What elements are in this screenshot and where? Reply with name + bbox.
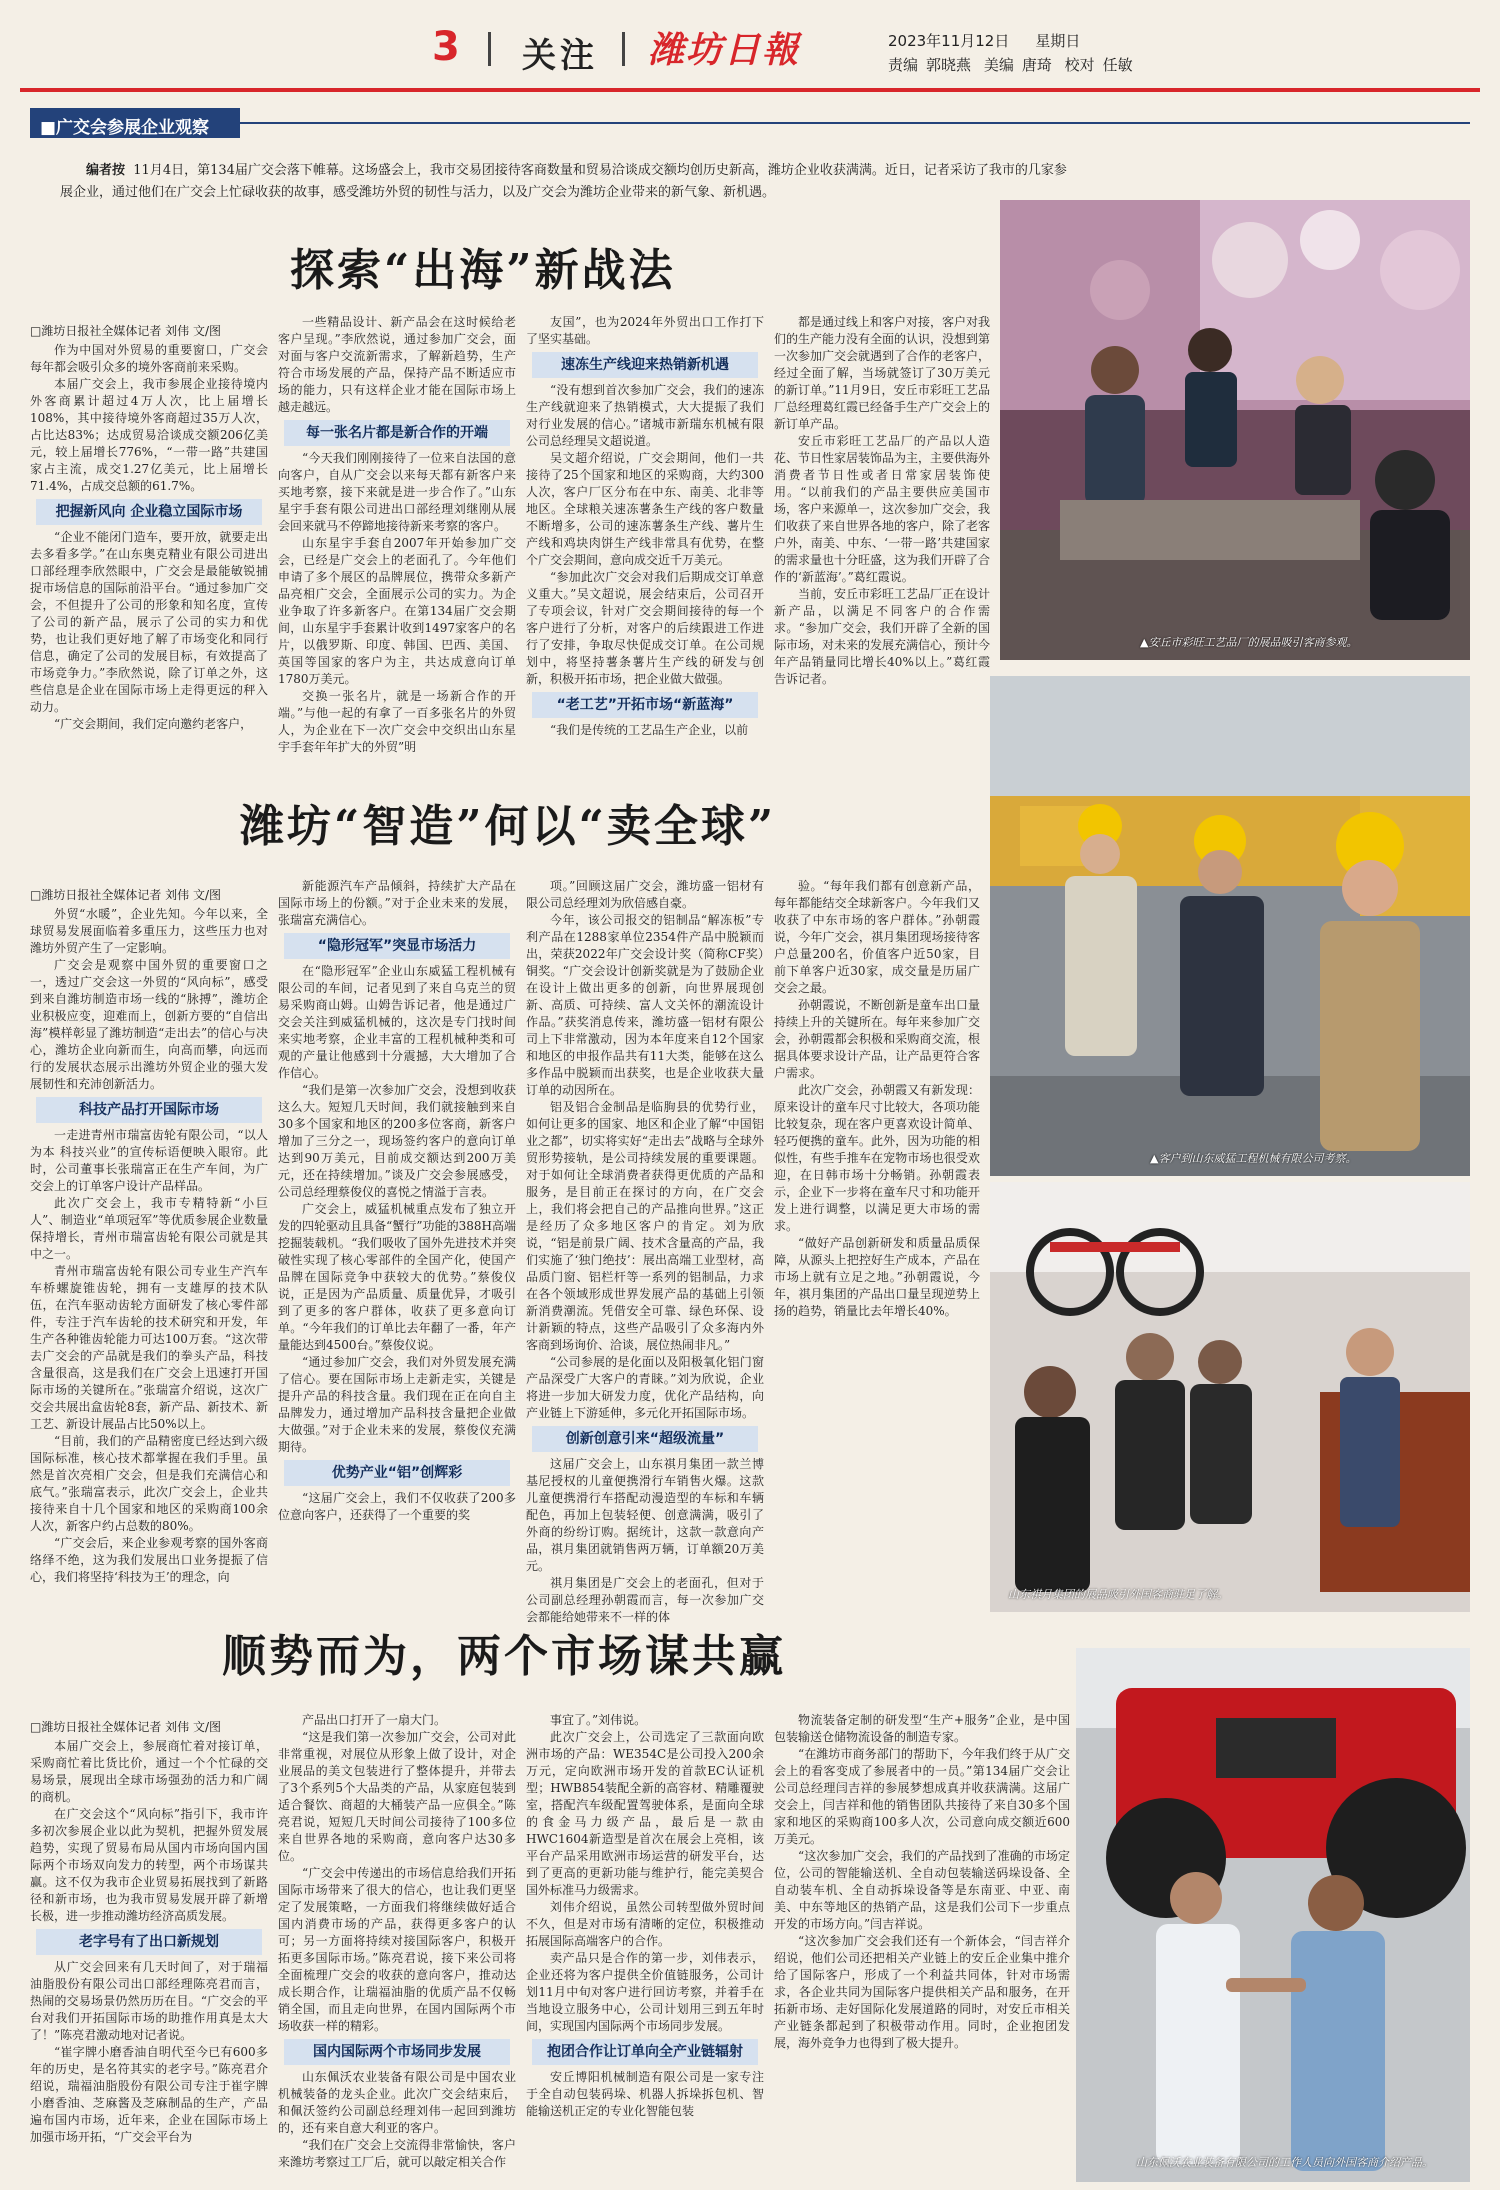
photo-tractor-handshake	[1076, 1648, 1470, 2182]
paragraph: 山东星宇手套自2007年开始参加广交会，已经是广交会上的老面孔了。今年他们申请了多个展区的品牌展位，携带众多新产品亮相广交会，全面展示公司的实力。为企业争取了许多新客户。在第134届广交会期间，山东星宇手套累计收到1497家客户的名片，以俄罗斯、印度、韩国、巴西、美国、英国等国家的客户为主，共达成意向订单1780万美元。	[278, 536, 516, 686]
paragraph: 在广交会这个“风向标”指引下，我市许多初次参展企业以此为契机，把握外贸发展趋势，实现了贸易布局从国内市场向国内国际两个市场双向发力的转型，两个市场谋共赢。这不仅为我市企业贸易拓展找到了新路径和新市场，也为我市贸易发展开辟了新增长极，进一步推动潍坊经济高质发展。	[30, 1807, 268, 1923]
paragraph: 一走进青州市瑞富齿轮有限公司，“以人为本 科技兴业”的宣传标语便映入眼帘。此时，公司董事长张瑞富正在生产车间，为广交会上的订单客户设计产品样品。	[30, 1128, 268, 1193]
paragraph: “在潍坊市商务部门的帮助下，今年我们终于从广交会上的看客变成了参展者中的一员。”第134届广交会让公司总经理闫吉祥的参展梦想成真并收获满满。这届广交会上，闫吉祥和他的销售团队共接待了来自30多个国家和地区的采购商100多人次，公司意向成交额近600万美元。	[774, 1747, 1070, 1846]
issue-weekday: 星期日	[1035, 32, 1081, 50]
paragraph: 事宜了。”刘伟说。	[550, 1713, 647, 1727]
paragraph: 山东佩沃农业装备有限公司是中国农业机械装备的龙头企业。此次广交会结束后，和佩沃签约公司副总经理刘伟一起回到潍坊的，还有来自意大利亚的客户。	[278, 2070, 516, 2135]
designer-label: 美编	[983, 56, 1014, 74]
paragraph: 此次广交会上，公司选定了三款面向欧洲市场的产品：WE354C是公司投入200余万元，定向欧洲市场开发的首款EC认证机型；HWB854装配全新的高容材、精雕覆驶室，搭配汽车级配置驾驶体系，是面向全球的食金马力级产品，最后是一款由HWC1604新造型是首次在展会上亮相，该平台产品采用欧洲市场运营的研发平台，达到了更高的更新功能与维护行，能完美契合国外标准马力级需求。	[526, 1730, 764, 1897]
paragraph: 祺月集团是广交会上的老面孔，但对于公司副总经理孙朝霞而言，每一次参加广交会都能给她带来不一样的体	[526, 1576, 764, 1624]
paragraph: “广交会后，来企业参观考察的国外客商络绎不绝，这为我们发展出口业务提振了信心，我们将坚持‘科技为王’的理念，向	[30, 1536, 268, 1584]
paragraph: 安丘博阳机械制造有限公司是一家专注于全自动包装码垛、机器人拆垛拆包机、智能输送机正定的专业化智能包装	[526, 2070, 764, 2118]
paragraph: “广交会中传递出的市场信息给我们开拓国际市场带来了很大的信心，也让我们更坚定了发展策略，一方面我们将继续做好适合国内消费市场的产品，获得更多客户的认可；另一方面将持续对接国际客户，积极开拓更多国际市场。”陈亮君说，接下来公司将全面梳理广交会的收获的意向客户，推动达成长期合作，让瑞福油脂的优质产品不仅畅销全国，而且走向世界，在国内国际两个市场收获一样的精彩。	[278, 1866, 516, 2033]
paragraph: “目前，我们的产品精密度已经达到六级国际标准，核心技术都掌握在我们手里。虽然是首次亮相广交会，但是我们充满信心和底气。”张瑞富表示，此次广交会上，企业共接待来自十几个国家和地区的采购商100余人次，新客户约占总数的80%。	[30, 1434, 268, 1533]
topic-banner: ■广交会参展企业观察	[30, 108, 240, 138]
article-3-headline: 顺势而为，两个市场谋共赢	[222, 1631, 786, 1682]
photo-tractor-handshake-caption: 山东佩沃农业装备有限公司的工作人员向外国客商介绍产品。	[1136, 2156, 1433, 2169]
photo-machinery-visit-image	[990, 676, 1470, 1176]
editor-note-text: 11月4日，第134届广交会落下帷幕。这场盛会上，我市交易团接待客商数量和贸易洽谈成交额均创历史新高，潍坊企业收获满满。近日，记者采访了我市的几家参展企业，通过他们在广交会上忙碌收获的故事，感受潍坊外贸的韧性与活力，以及广交会为潍坊企业带来的新气象、新机遇。	[60, 163, 1067, 200]
subheading: 科技产品打开国际市场	[36, 1097, 262, 1123]
subheading: 抱团合作让订单向全产业链辐射	[532, 2039, 758, 2065]
paragraph: 新能源汽车产品倾斜，持续扩大产品在国际市场上的份额。”对于企业未来的发展，张瑞富充满信心。	[278, 879, 516, 927]
paragraph: “参加此次广交会对我们后期成交订单意义重大。”吴文超说，展会结束后，公司召开了专项会议，针对广交会期间接待的每一个客户进行了分析，对客户的后续跟进工作进行了安排，争取尽快促成交订单。在公司规划中，将坚持薯条薯片生产线的研发与创新，积极开拓市场，把企业做大做强。	[526, 570, 764, 686]
paragraph: “广交会期间，我们定向邀约老客户，	[54, 717, 253, 731]
editor-label: 责编	[888, 56, 919, 74]
paragraph: 广交会是观察中国外贸的重要窗口之一，透过广交会这一外贸的“风向标”，感受到来自潍坊制造市场一线的“脉搏”，潍坊企业积极应变，迎难而上，创新方要的“自信出海”模样彰显了潍坊制造“走出去”的信心与决心，潍坊企业向新而生，向高而攀，向远而行的发展状态展示出潍坊外贸企业的强大发展韧性和充沛创新活力。	[30, 958, 268, 1091]
paragraph: 安丘市彩旺工艺品厂的产品以人造花、节日性家居装饰品为主，主要供海外消费者节日性或者日常家居装饰使用。“以前我们的产品主要供应美国市场，客户来源单一，这次参加广交会，我们收获了来自世界各地的客户，除了老客户外，南美、中东、‘一带一路’共建国家的需求量也十分旺盛，这为我们开辟了合作的‘新蓝海’。”葛红霞说。	[774, 434, 990, 584]
paragraph: “崔字牌小磨香油自明代至今已有600多年的历史，是名符其实的老字号。”陈亮君介绍说，瑞福油脂股份有限公司专注于崔字牌小磨香油、芝麻酱及芝麻制品的生产，产品遍布国内市场，近年来，企业在国际市场上加强市场开拓，“广交会平台为	[30, 2045, 268, 2144]
photo-tractor-handshake-image	[1076, 1648, 1470, 2182]
paragraph: “这届广交会上，我们不仅收获了200多位意向客户，还获得了一个重要的奖	[278, 1491, 516, 1522]
paragraph: 项。”回顾这届广交会，潍坊盛一铝材有限公司总经理刘为欣倍感自豪。	[526, 879, 764, 910]
subheading: “老工艺”开拓市场“新蓝海”	[532, 692, 758, 718]
photo-crafts-booth-image	[1000, 200, 1470, 660]
article-1-byline: □潍坊日报社全媒体记者 刘伟 文/图	[30, 324, 222, 338]
masthead-divider	[488, 32, 491, 66]
paragraph: “企业不能闭门造车，要开放，就要走出去多看多学。”在山东奥克精业有限公司进出口部经理李欣然眼中，广交会是最能敏锐捕捉市场信息的国际前沿平台。“通过参加广交会，不但提升了公司的形象和知名度，宣传了公司的新产品，展示了公司的实力和优势，也让我们更好地了解了市场变化和同行信息，确定了公司的发展目标，有效提高了市场竞争力。”李欣然说，除了订单之外，这些信息是企业在国际市场上走得更远的秤入动力。	[30, 530, 268, 714]
paragraph: 当前，安丘市彩旺工艺品厂正在设计新产品，以满足不同客户的合作需求。“参加广交会，我们开辟了全新的国际市场，对未来的发展充满信心，预计今年产品销量同比增长40%以上。”葛红霞告诉记者。	[774, 587, 990, 686]
issue-date-line	[888, 30, 1106, 51]
article-3-column-1	[30, 1738, 268, 2182]
photo-crafts-booth-caption: ▲安丘市彩旺工艺品厂的展品吸引客商参观。	[1140, 636, 1358, 649]
article-2-byline: □潍坊日报社全媒体记者 刘伟 文/图	[30, 888, 222, 902]
section-name: 关注	[522, 36, 598, 76]
paragraph: 铝及铝合金制品是临朐县的优势行业，如何让更多的国家、地区和企业了解“中国铝业之都”，切实将实好“走出去”战略与全球外贸形势接轨，是公司持续发展的重要课题。对于如何让全球消费者获得更优质的产品和服务，是目前正在探讨的方向，在广交会上，我们将会把自己的产品推向世界。”这正是经历了众多地区客户的肯定。刘为欣说，“铝是前景广阔、技术含量高的产品，我们实施了‘独门绝技’：展出高端工业型材，高品质门窗、铝栏杆等一系列的铝制品，力求在各个领域形成世界发展产品的基础上引领新消费潮流。凭借安全可靠、绿色环保、设计新颖的特点，这些产品吸引了众多海内外客商到场询价、洽谈，展位热闹非凡。”	[526, 1100, 764, 1352]
issue-date: 2023年11月12日	[888, 32, 1010, 50]
subheading: 每一张名片都是新合作的开端	[284, 420, 510, 446]
article-1-column-1	[30, 342, 268, 762]
article-3-column-4	[774, 1712, 1070, 2182]
paragraph: “没有想到首次参加广交会，我们的速冻生产线就迎来了热销模式，大大提振了我们对行业发展的信心。”诸城市新瑞东机械有限公司总经理吴文超说道。	[526, 383, 764, 448]
paragraph: 青州市瑞富齿轮有限公司专业生产汽车车桥螺旋锥齿轮，拥有一支雄厚的技术队伍，在汽车驱动齿轮方面研发了核心零件部件，专注于汽车齿轮的技术研究和开发，年生产各种锥齿轮能力可达100万套。“这次带去广交会的产品就是我们的拳头产品，科技含量很高，这是我们在广交会上迅速打开国际市场的关键所在。”张瑞富介绍说，这次广交会共展出盒齿轮8套，新产品、新技术、新工艺、新设计展品占比50%以上。	[30, 1264, 268, 1431]
proofreader-name: 任敏	[1102, 56, 1133, 74]
article-2-column-3	[526, 878, 764, 1636]
editor-note	[60, 160, 1070, 204]
subheading: 创新创意引来“超级流量”	[532, 1426, 758, 1452]
photo-machinery-visit	[990, 676, 1470, 1176]
masthead-rule	[20, 88, 1480, 92]
editor-credits	[888, 54, 1141, 75]
paragraph: 刘伟介绍说，虽然公司转型做外贸时间不久，但是对市场有清晰的定位，积极推动拓展国际高端客户的合作。	[526, 1900, 764, 1948]
subheading: 老字号有了出口新规划	[36, 1929, 262, 1955]
paragraph: “这次参加广交会，我们的产品找到了准确的市场定位，公司的智能输送机、全自动包装输送码垛设备、全自动装车机、全自动拆垛设备等是东南亚、中亚、南美、中东等地区的热销产品，这是我们公司下一步重点开发的市场方向。”闫吉祥说。	[774, 1849, 1070, 1931]
article-2-column-4	[774, 878, 980, 1636]
subheading: 把握新风向 企业稳立国际市场	[36, 499, 262, 525]
paragraph: 外贸“水暖”，企业先知。今年以来，全球贸易发展面临着多重压力，这些压力也对潍坊外贸产生了一定影响。	[30, 907, 268, 955]
subheading: 速冻生产线迎来热销新机遇	[532, 352, 758, 378]
paragraph: “公司参展的是化面以及阳极氧化铝门窗产品深受广大客户的青睐。”刘为欣说，企业将进一步加大研发力度，优化产品结构，向产业链上下游延伸，多元化开拓国际市场。	[526, 1355, 764, 1420]
paragraph: 吴文超介绍说，广交会期间，他们一共接待了25个国家和地区的采购商，大约300人次，客户厂区分布在中东、南美、北非等地区。全球粮关速冻薯条生产线的客户数量不断增多，公司的速冻薯条生产线、薯片生产线和鸡块肉饼生产线非常具有优势，在整个广交会期间，意向成交近千万美元。	[526, 451, 764, 567]
article-3-column-3	[526, 1712, 764, 2182]
paper-logo: 潍坊日報	[648, 29, 801, 71]
paragraph: “通过参加广交会，我们对外贸发展充满了信心。要在国际市场上走新走实，关键是提升产品的科技含量。我们现在正在向自主品牌发力，通过增加产品科技含量把企业做大做强。”对于企业未来的发展，蔡俊仪充满期待。	[278, 1355, 516, 1454]
paragraph: 孙朝霞说，不断创新是童车出口量持续上升的关键所在。每年来参加广交会，孙朝霞都会积极和采购商交流，根据具体要求设计产品，让产品更符合客户需求。	[774, 998, 980, 1080]
paragraph: “今天我们刚刚接待了一位来自法国的意向客户，自从广交会以来每天都有新客户来买地考察，接下来就是进一步合作了。”山东星宇手套有限公司进出口部经理刘继刚从展会回来就马不停蹄地接待新来考察的客户。	[278, 451, 516, 533]
proofreader-label: 校对	[1064, 56, 1095, 74]
paragraph: “做好产品创新研发和质量品质保障，从源头上把控好生产成本，产品在市场上就有立足之地。”孙朝霞说，今年，祺月集团的产品出口量呈现逆势上扬的趋势，销量比去年增长40%。	[774, 1236, 980, 1318]
article-1-column-2	[278, 314, 516, 762]
paragraph: “我们是传统的工艺品生产企业，以前	[550, 723, 749, 737]
photo-kids-bikes-image	[990, 1182, 1470, 1612]
paragraph: 在“隐形冠军”企业山东威猛工程机械有限公司的车间，记者见到了来自乌克兰的贸易采购商山姆。山姆告诉记者，他是通过广交会关注到威猛机械的，这次是专门找时间来实地考察，企业丰富的工程机械种类和可观的产量让他感到十分震撼，大大增加了合作信心。	[278, 964, 516, 1080]
editor-note-label: 编者按	[86, 163, 126, 178]
photo-kids-bikes	[990, 1182, 1470, 1612]
subheading: “隐形冠军”突显市场活力	[284, 933, 510, 959]
article-2-headline: 潍坊“智造”何以“卖全球”	[240, 801, 777, 852]
paragraph: “我们在广交会上交流得非常愉快，客户来潍坊考察过工厂后，就可以敲定相关合作	[278, 2138, 516, 2169]
paragraph: 这届广交会上，山东祺月集团一款兰博基尼授权的儿童便携滑行车销售火爆。这款儿童便携滑行车搭配动漫造型的车标和车辆配色，再加上包装轻便、创意满满，吸引了外商的纷纷订购。据统计，这款一款意向产品，祺月集团就销售两万辆，订单额20万美元。	[526, 1457, 764, 1573]
paragraph: 作为中国对外贸易的重要窗口，广交会每年都会吸引众多的境外客商前来采购。	[30, 343, 268, 374]
photo-machinery-visit-caption: ▲客户到山东威猛工程机械有限公司考察。	[1150, 1152, 1357, 1165]
article-1-column-3	[526, 314, 764, 762]
designer-name: 唐琦	[1021, 56, 1052, 74]
paragraph: “我们是第一次参加广交会，没想到收获这么大。短短几天时间，我们就接触到来自30多个国家和地区的200多位客商，新客户增加了三分之一，现场签约客户的意向订单达到90万美元，目前成交额达到200万美元，还在持续增加。”谈及广交会参展感受，公司总经理蔡俊仪的喜悦之情溢于言表。	[278, 1083, 516, 1199]
photo-kids-bikes-caption: 山东祺月集团的展品吸引外国客商驻足了解。	[1008, 1588, 1228, 1601]
article-3-column-2	[278, 1712, 516, 2182]
paragraph: 友国”，也为2024年外贸出口工作打下了坚实基础。	[526, 315, 764, 346]
paragraph: 验。“每年我们都有创意新产品，每年都能结交全球新客户。今年我们又收获了中东市场的客户群体。”孙朝霞说，今年广交会，祺月集团现场接待客户总量200名，价值客户近50家，目前下单客户近30家，成交量是历届广交会之最。	[774, 879, 980, 995]
paragraph: 从广交会回来有几天时间了，对于瑞福油脂股份有限公司出口部经理陈亮君而言，热闹的交易场景仍然历历在目。“广交会的平台对我们开拓国际市场的助推作用真是太大了！”陈亮君激动地对记者说。	[30, 1960, 268, 2042]
paragraph: 本届广交会上，参展商忙着对接订单，采购商忙着比货比价，通过一个个忙碌的交易场景，展现出全球市场强劲的活力和广阔的商机。	[30, 1739, 268, 1804]
paragraph: 交换一张名片，就是一场新合作的开端。”与他一起的有拿了一百多张名片的外贸人，为企业在下一次广交会中交织出山东星宇手套年年扩大的外贸”明	[278, 689, 516, 754]
article-2-column-1	[30, 906, 268, 1636]
paragraph: 今年，该公司报交的铝制品“解冻板”专利产品在1288家单位2354件产品中脱颖而出，荣获2022年广交会设计奖（简称CF奖）铜奖。“广交会设计创新奖就是为了鼓励企业在设计上做出更多的创新，向世界展现创新、高质、可持续、富人文关怀的潮流设计作品。”获奖消息传来，潍坊盛一铝材有限公司上下非常激动，因为本年度来自12个国家和地区的申报作品共有11大类，能够在这么多作品中脱颖而出获奖，也是企业收获大量订单的动因所在。	[526, 913, 764, 1097]
article-2-column-2	[278, 878, 516, 1636]
paragraph: 此次广交会上，我市专精特新“小巨人”、制造业“单项冠军”等优质参展企业数量保持增长，青州市瑞富齿轮有限公司就是其中之一。	[30, 1196, 268, 1261]
article-1-headline: 探索“出海”新战法	[290, 245, 676, 296]
masthead-divider	[622, 32, 625, 66]
paragraph: 产品出口打开了一扇大门。	[302, 1713, 447, 1727]
paragraph: “这是我们第一次参加广交会，公司对此非常重视，对展位从形象上做了设计，对企业展品的美文包装进行了整体提升，并带去了3个系列5个大品类的产品，从家庭包装到适合餐饮、商超的大桶装产品一应俱全。”陈亮君说，短短几天时间公司接待了100多位来自世界各地的采购商，意向客户达30多位。	[278, 1730, 516, 1863]
paragraph: 此次广交会，孙朝霞又有新发现：原来设计的童车尺寸比较大，各项功能比较复杂，现在客户更喜欢设计简单、轻巧便携的童车。此外，因为功能的相似性，有些手推车在宠物市场也很受欢迎，在日韩市场十分畅销。孙朝霞表示，企业下一步将在童车尺寸和功能开发上进行调整，以满足更大市场的需求。	[774, 1083, 980, 1233]
page-number: 3	[432, 24, 460, 70]
subheading: 优势产业“铝”创辉彩	[284, 1460, 510, 1486]
paragraph: 都是通过线上和客户对接，客户对我们的生产能力没有全面的认识，没想到第一次参加广交会就遇到了合作的老客户，经过全面了解，当场就签订了30万美元的新订单。”11月9日，安丘市彩旺工艺品厂总经理葛红霞已经备手生产广交会上的新订单产品。	[774, 315, 990, 431]
article-3-byline: □潍坊日报社全媒体记者 刘伟 文/图	[30, 1720, 222, 1734]
article-1-column-4	[774, 314, 990, 762]
paragraph: 一些精品设计、新产品会在这时候给老客户呈现。”李欣然说，通过参加广交会，面对面与客户交流新需求，了解新趋势，生产符合市场发展的产品，保持产品不断适应市场的能力，只有这样企业才能在国际市场上越走越远。	[278, 315, 516, 414]
topic-rule	[240, 122, 1470, 124]
paragraph: 卖产品只是合作的第一步，刘伟表示，企业还将为客户提供全价值链服务，公司计划11月中旬对客户进行回访考察，并着手在当地设立服务中心，公司计划用三到五年时间，实现国内国际两个市场同步发展。	[526, 1951, 764, 2033]
paragraph: 本届广交会上，我市参展企业接待境内外客商累计超过4万人次，比上届增长108%，其中接待境外客商超过35万人次，占比达83%；达成贸易洽谈成交额206亿美元，较上届增长776%，“一带一路”共建国家占主流，成交1.27亿美元，比上届增长71.4%，占成交总额的61.7%。	[30, 377, 268, 493]
paragraph: 广交会上，威猛机械重点发布了独立开发的四轮驱动且具备“蟹行”功能的388H高端挖掘装载机。“我们吸收了国外先进技术并突破性实现了核心零部件的全国产化，使国产品牌在国际竞争中获较大的优势。”蔡俊仪说，正是因为产品质量、质量优异，才吸引到了更多的客户群体，收获了更多意向订单。“今年我们的订单比去年翻了一番，年产量能达到4500台。”蔡俊仪说。	[278, 1202, 516, 1352]
paragraph: 物流装备定制的研发型“生产+服务”企业，是中国包装输送仓储物流设备的制造专家。	[774, 1713, 1070, 1744]
editor-name: 郭晓燕	[926, 56, 972, 74]
paragraph: “这次参加广交会我们还有一个新体会，“闫吉祥介绍说，他们公司还把相关产业链上的安丘企业集中推介给了国际客户，形成了一个利益共同体，针对市场需求，各企业共同为国际客户提供相关产品和服务，在开拓新市场、走好国际化发展道路的同时，对安丘市相关产业链条都起到了积极带动作用。同时，企业抱团发展，海外竞争力也得到了极大提升。	[774, 1934, 1070, 2050]
subheading: 国内国际两个市场同步发展	[284, 2039, 510, 2065]
photo-crafts-booth	[1000, 200, 1470, 660]
